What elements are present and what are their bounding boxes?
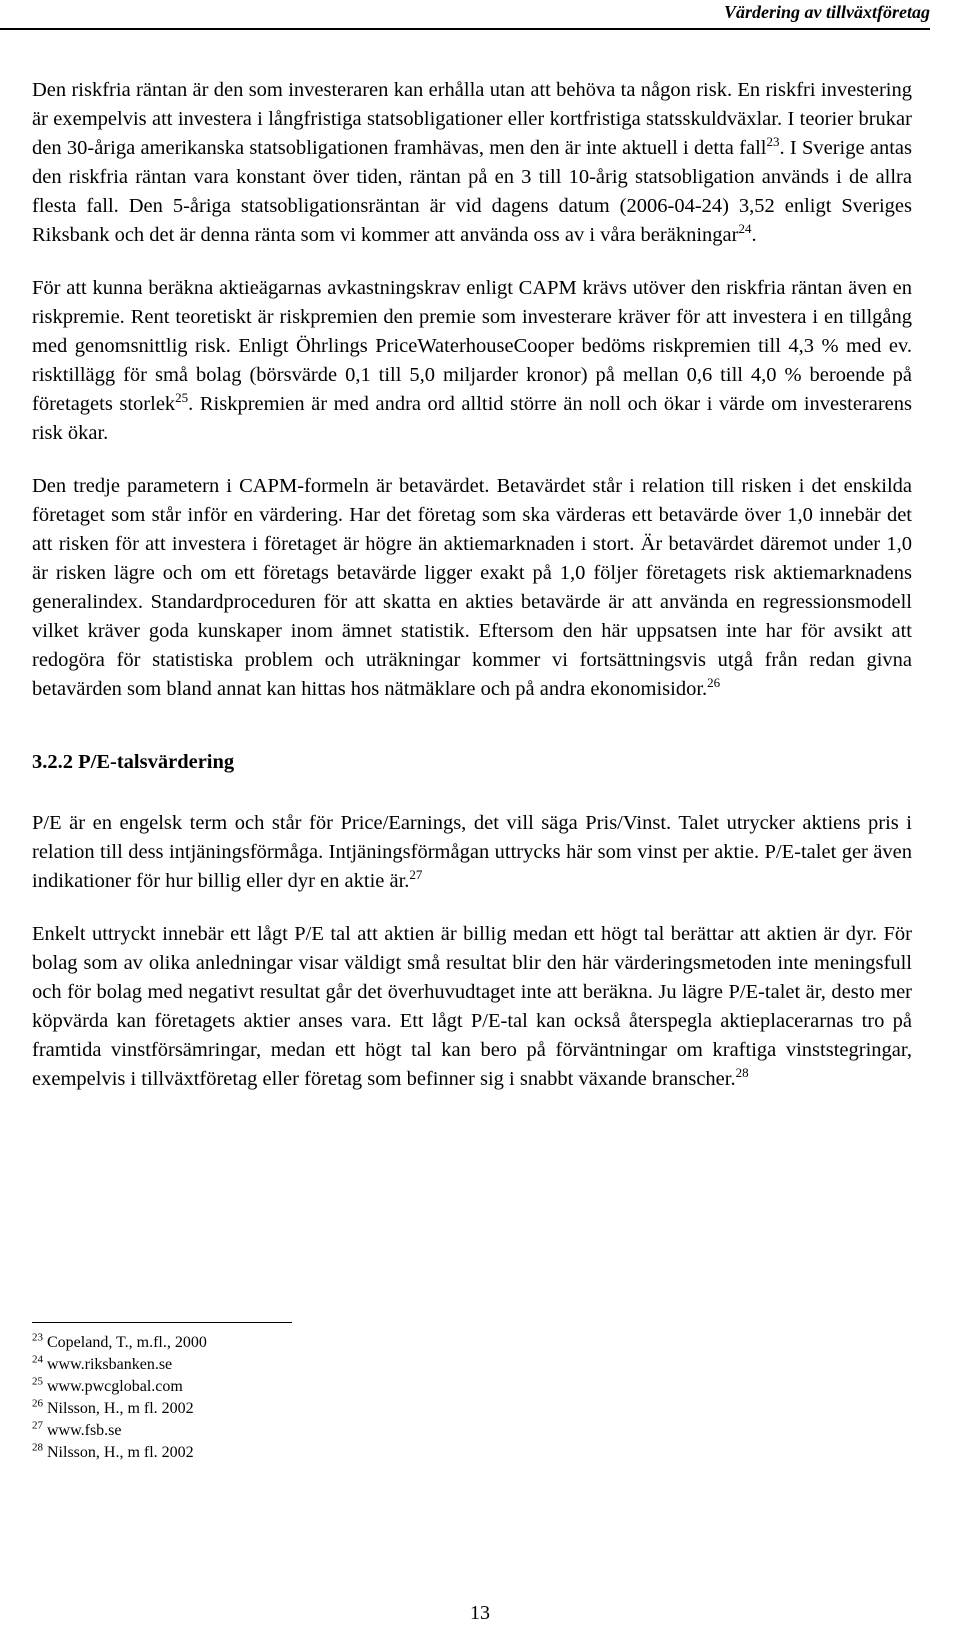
paragraph-text: Enkelt uttryckt innebär ett lågt P/E tal att aktien är billig medan ett högt tal berättar att aktien är dyr. För bolag som av olika anledningar visar väldigt små resultat blir den här värderingsmetoden inte meningsfull och för bolag med negativt resultat går det överhuvudtaget inte att beräkna. Ju lägre P/E-talet är, desto mer köpvärda kan företagets aktier anses vara. Ett lågt P/E-tal kan också återspegla aktieplacerarnas tro på framtida vinstförsämringar, medan ett högt tal kan bero på förväntningar om kraftiga vinststegringar, exempelvis i tillväxtföretag eller företag som befinner sig i snabbt växande branscher. xyxy=(32,923,912,1090)
footnote-ref: 27 xyxy=(409,867,423,883)
footnote-link[interactable]: www.riksbanken.se xyxy=(47,1356,173,1373)
footnote-ref: 28 xyxy=(735,1065,749,1081)
footnote-rule xyxy=(32,1322,292,1323)
paragraph-riskfree-rate xyxy=(32,76,912,250)
footnote-number: 26 xyxy=(32,1397,43,1410)
body-text xyxy=(32,76,912,1118)
footnote-link[interactable]: www.fsb.se xyxy=(47,1422,122,1439)
footnote-ref: 23 xyxy=(766,134,780,150)
footnote-number: 23 xyxy=(32,1331,43,1344)
footnote-text: Nilsson, H., m fl. 2002 xyxy=(47,1444,194,1461)
footnote-link[interactable]: www.pwcglobal.com xyxy=(47,1378,183,1395)
footnote-ref: 25 xyxy=(175,390,189,406)
paragraph-pe-interpretation xyxy=(32,920,912,1094)
footnote-number: 27 xyxy=(32,1419,43,1432)
paragraph-text: Den riskfria räntan är den som investeraren kan erhålla utan att behöva ta någon risk. En riskfri investering är exempelvis att investera i långfristiga statsobligationer eller kortfristiga statsskuldväxlar. I teorier brukar den 30-åriga amerikanska statsobligationen framhävas, men den är inte aktuell i detta fall xyxy=(32,79,912,159)
footnote-ref: 26 xyxy=(707,675,721,691)
section-heading: 3.2.2 P/E-talsvärdering xyxy=(32,751,235,773)
footnote-number: 28 xyxy=(32,1441,43,1454)
footnote-number: 25 xyxy=(32,1375,43,1388)
paragraph-text: P/E är en engelsk term och står för Price/Earnings, det vill säga Pris/Vinst. Talet utrycker aktiens pris i relation till dess intjäningsförmåga. Intjäningsförmågan uttrycks här som vinst per aktie. P/E-talet ger även indikationer för hur billig eller dyr en aktie är. xyxy=(32,812,912,892)
paragraph-beta xyxy=(32,472,912,704)
header-rule xyxy=(0,28,930,30)
paragraph-risk-premium xyxy=(32,274,912,448)
footnote-ref: 24 xyxy=(738,221,752,237)
paragraph-text: Den tredje parametern i CAPM-formeln är betavärdet. Betavärdet står i relation till risken i det enskilda företaget som står inför en värdering. Har det företag som ska värderas ett betavärde över 1,0 innebär det att risken för att investera i företaget är högre än aktiemarknaden i stort. Är betavärdet däremot under 1,0 är risken lägre och om ett företags betavärde ligger exakt på 1,0 följer företagets risk aktiemarknadens generalindex. Standardproceduren för att skatta en akties betavärde är att använda en regressionsmodell vilket kräver goda kunskaper inom ämnet statistik. Eftersom den här uppsatsen inte har för avsikt att redogöra för statistiska problem och uträkningar kommer vi fortsättningsvis utgå från redan givna betavärden som bland annat kan hittas hos nätmäklare och på andra ekonomisidor. xyxy=(32,475,912,700)
paragraph-text: . Riskpremien är med andra ord alltid större än noll och ökar i värde om investerarens risk ökar. xyxy=(32,393,912,444)
footnote xyxy=(32,1354,207,1376)
running-header: Värdering av tillväxtföretag xyxy=(724,2,930,22)
footnote-number: 24 xyxy=(32,1353,43,1366)
paragraph-text: . xyxy=(751,224,757,246)
footnote xyxy=(32,1442,207,1464)
paragraph-text: För att kunna beräkna aktieägarnas avkastningskrav enligt CAPM krävs utöver den riskfria räntan även en riskpremie. Rent teoretiskt är riskpremien den premie som investerare kräver för att investera i en tillgång med genomsnittlig risk. Enligt Öhrlings PriceWaterhouseCooper bedöms riskpremien till 4,3 % med ev. risktillägg för små bolag (börsvärde 0,1 till 5,0 miljarder kronor) på mellan 0,6 till 4,0 % beroende på företagets storlek xyxy=(32,277,912,415)
footnote xyxy=(32,1420,207,1442)
paragraph-pe-definition xyxy=(32,809,912,896)
footnote xyxy=(32,1398,207,1420)
footnotes xyxy=(32,1332,207,1464)
footnote-text: Nilsson, H., m fl. 2002 xyxy=(47,1400,194,1417)
footnote xyxy=(32,1376,207,1398)
footnote xyxy=(32,1332,207,1354)
page-number: 13 xyxy=(470,1602,490,1624)
paragraph-text: . I Sverige antas den riskfria räntan vara konstant över tiden, räntan på en 3 till 10-årig statsobligation används i de allra flesta fall. Den 5-åriga statsobligationsräntan är vid dagens datum (2006-04-24) 3,52 enligt Sveriges Riksbank och det är denna ränta som vi kommer att använda oss av i våra beräkningar xyxy=(32,137,913,246)
footnote-text: Copeland, T., m.fl., 2000 xyxy=(47,1334,207,1351)
